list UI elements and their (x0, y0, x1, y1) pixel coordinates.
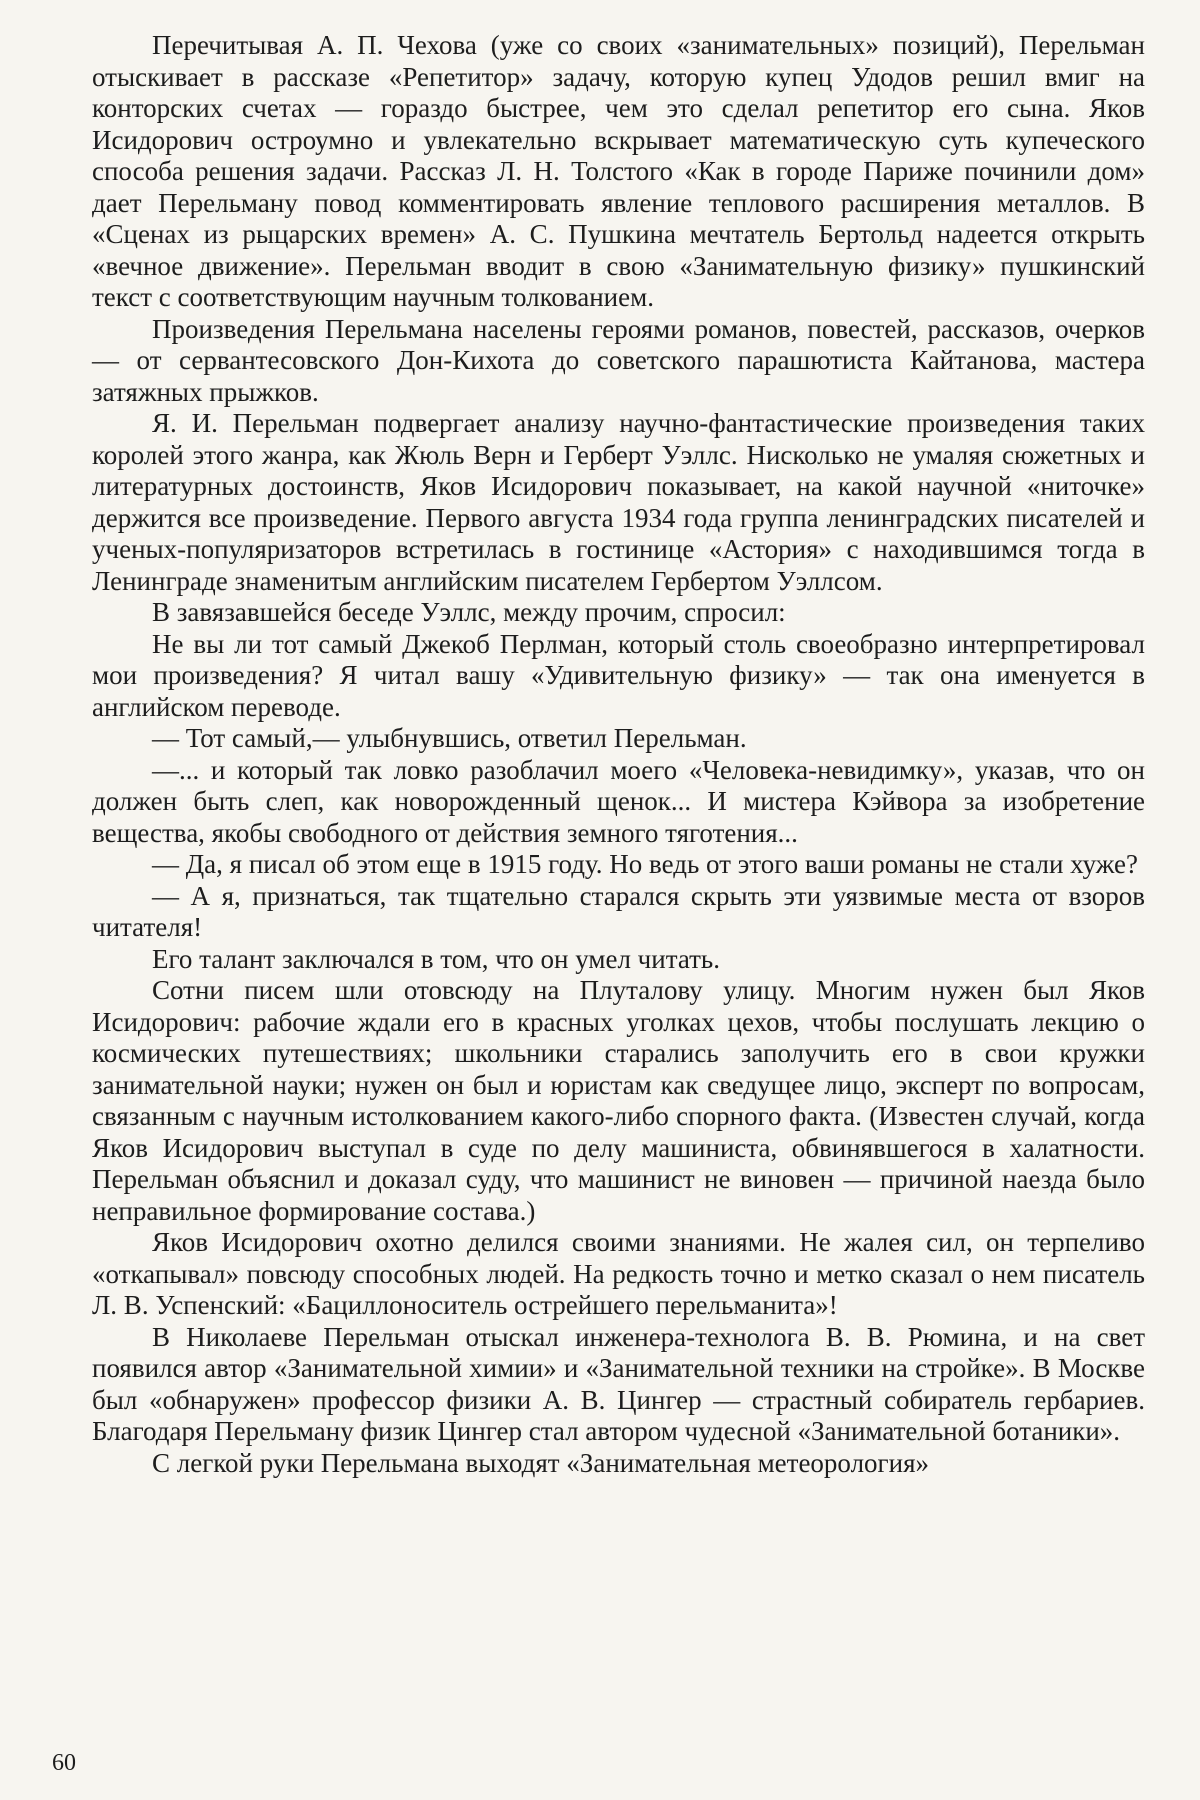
paragraph: — Тот самый,— улыбнувшись, ответил Перельман. (152, 723, 747, 753)
body-text (92, 30, 1145, 1479)
page-number: 60 (52, 1750, 76, 1776)
paragraph: Сотни писем шли отовсюду на Плуталову улицу. Многим нужен был Яков Исидорович: рабочие ждали его в красных уголках цехов, чтобы послушать лекцию о космических путешествиях; школьники старались заполучить его в свои кружки занимательной науки; нужен он был и юристам как сведущее лицо, эксперт по вопросам, связанным с научным истолкованием какого-либо спорного факта. (Известен случай, когда Яков Исидорович выступал в суде по делу машиниста, обвинявшегося в халатности. Перельман объяснил и доказал суду, что машинист не виновен — причиной наезда было неправильное формирование состава.) (92, 975, 1145, 1226)
paragraph: Не вы ли тот самый Джекоб Перлман, который столь своеобразно интерпретировал мои произведения? Я читал вашу «Удивительную физику» — так она именуется в английском переводе. (92, 628, 1145, 722)
paragraph: Произведения Перельмана населены героями романов, повестей, рассказов, очерков — от сервантесовского Дон-Кихота до советского парашютиста Кайтанова, мастера затяжных прыжков. (92, 313, 1145, 407)
paragraph: —... и который так ловко разоблачил моего «Человека-невидимку», указав, что он должен быть слеп, как новорожденный щенок... И мистера Кэйвора за изобретение вещества, якобы свободного от действия земного тяготения... (92, 754, 1145, 848)
paragraph: В завязавшейся беседе Уэллс, между прочим, спросил: (152, 597, 786, 627)
paragraph: Яков Исидорович охотно делился своими знаниями. Не жалея сил, он терпеливо «откапывал» повсюду способных людей. На редкость точно и метко сказал о нем писатель Л. В. Успенский: «Бациллоноситель острейшего перельманита»! (92, 1227, 1145, 1320)
paragraph: В Николаеве Перельман отыскал инженера-технолога В. В. Рюмина, и на свет появился автор «Занимательной химии» и «Занимательной техники на стройке». В Москве был «обнаружен» профессор физики А. В. Цингер — страстный собиратель гербариев. Благодаря Перельману физик Цингер стал автором чудесной «Занимательной ботаники». (92, 1321, 1145, 1446)
paragraph: Перечитывая А. П. Чехова (уже со своих «занимательных» позиций), Перельман отыскивает в рассказе «Репетитор» задачу, которую купец Удодов решил вмиг на конторских счетах — гораздо быстрее, чем это сделал репетитор его сына. Яков Исидорович остроумно и увлекательно вскрывает математическую суть купеческого способа решения задачи. Рассказ Л. Н. Толстого «Как в городе Париже починили дом» дает Перельману повод комментировать явление теплового расширения металлов. В «Сценах из рыцарских времен» А. С. Пушкина мечтатель Бертольд надеется открыть «вечное движение». Перельман вводит в свою «Занимательную физику» пушкинский текст с соответствующим научным толкованием. (92, 30, 1145, 312)
paragraph: Его талант заключался в том, что он умел читать. (152, 943, 720, 974)
paragraph: — Да, я писал об этом еще в 1915 году. Но ведь от этого ваши романы не стали хуже? (152, 849, 1139, 879)
paragraph: С легкой руки Перельмана выходят «Занимательная метеорология» (152, 1447, 929, 1478)
paragraph: Я. И. Перельман подвергает анализу научно-фантастические произведения таких королей этого жанра, как Жюль Верн и Герберт Уэллс. Нисколько не умаляя сюжетных и литературных достоинств, Яков Исидорович показывает, на какой научной «ниточке» держится все произведение. Первого августа 1934 года группа ленинградских писателей и ученых-популяризаторов встретилась в гостинице «Астория» с находившимся тогда в Ленинграде знаменитым английским писателем Гербертом Уэллсом. (92, 408, 1145, 596)
paragraph: — А я, признаться, так тщательно старался скрыть эти уязвимые места от взоров читателя! (92, 880, 1145, 942)
